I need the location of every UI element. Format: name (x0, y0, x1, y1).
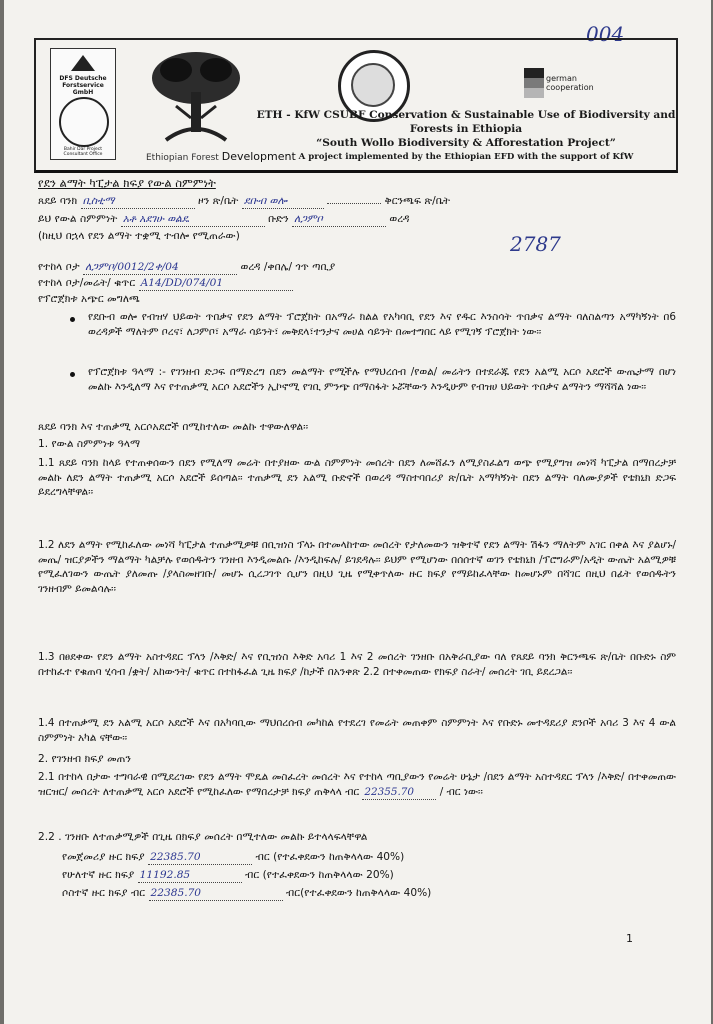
agreement-label: ይህ የውል ስምምነት (38, 213, 118, 225)
site-suffix: ወረዳ /ቀበሌ/ ጎጥ ጣቢያ (240, 261, 336, 273)
branch-blank (327, 203, 381, 204)
group-value: ለጋምቦ (292, 212, 386, 227)
clause-1-2: 1.2 ለደን ልማት የሚከፈለው መነሻ ካፒታል ተጠቃሚዎቹ በቢዝነስ ፕላኑ በተመላከተው መሰረት የታለመውን ዝቅተኛ የደን ልማት ሽፋን ማለትም አገር በቀል እና ያልሆኑ/መጤ/ ዝርያዎችን ማልማት ካልቻሉ የወሰዱትን ገንዘብ እንዲመልሱ /እንዲከፍሉ/ ይገደዳሉ፡፡ ይህም የሚሆነው በሰሰተኛ ወገን የቴክኒክ /ፕሮግራም/አዲት ውጤት አልሚዎቹ የሚፈለገውን ውጤት ያለመጡ /ያላስመዘገቡ/ መሆኑ ሲረጋገጥ ሲሆን በዚህ ጊዜ የሚቀጥለው ዙር ክፍያ የማይከፈላቸው ከመሆኑም በሻገር በዚህ በፊት የወሰዱትን ገንዘብም ይመልሳሉ፡፡ (38, 539, 676, 595)
german-cooperation-logo (524, 68, 614, 104)
bullet-icon (70, 372, 75, 377)
payment-1-label: የመጀመሪያ ዙር ክፍያ (62, 851, 145, 863)
project-line-4: A project implemented by the Ethiopian EFD with the support of KfW (298, 152, 634, 162)
page-number: 1 (626, 932, 633, 945)
clause-2-1-tail-b: ነው፡፡ (463, 785, 483, 798)
dfs-sub: Bahir Dar Project Consultant Office (63, 147, 103, 157)
payment-2-label: የሁለተኛ ዙር ክፍያ (62, 869, 135, 881)
project-line-1: ETH - KfW CSUBF Conservation & Sustainable Use of Biodiversity and (256, 109, 676, 121)
section-1-heading: 1. የውል ስምምነቱ ዓላማ (38, 438, 141, 450)
payment-row-2 (62, 868, 394, 883)
aka-line: (ከዚህ በኋላ የደን ልማት ተቋሚ ተብሎ የሚጠራው) (38, 230, 240, 242)
document-page (4, 0, 711, 1024)
dfs-name: DFS Deutsche Forstservice GmbH (59, 75, 107, 96)
efd-tree-logo-icon (146, 48, 246, 148)
project-line-3: “South Wollo Biodiversity & Afforestation Project” (316, 137, 616, 149)
handwritten-number: 2787 (510, 232, 561, 256)
payment-2-value: 11192.85 (138, 868, 242, 883)
dfs-triangle-icon (71, 55, 95, 71)
site-label: የተከላ ቦታ (38, 261, 80, 273)
code-row (38, 276, 293, 291)
bullet-2: የፕሮጀክቱ ዓላማ :- የገንዘብ ድጋፍ በማድረግ በደን መልማት የሚችሉ የማህረሰብ /የወል/ መሬትን በተደራጁ የደን አልሚ አርሶ አደሮች ውጤታማ በሆነ መልኩ እንዲለማ እና የተጠቃሚ አርሶ አደሮችን ኢኮኖሚ የገቢ ምንጭ በማስፋት ኑሯቸውን እንዲሁም የብዝሀ ህይወት ጥበቃና ልማትን ማሻሻል ነው፡፡ (88, 366, 676, 393)
payment-2-tail: ብር (የተፈቀደውን ከጠቅላላው 20%) (245, 869, 394, 881)
group-label: ቡድን (268, 213, 289, 225)
project-title (256, 108, 676, 164)
branch-label: ዞን ጽ/ቤት (197, 195, 239, 207)
section-2-heading: 2. የገንዘብ ክፍያ መጠን (38, 753, 131, 765)
letterhead (34, 38, 678, 173)
payment-1-tail: ብር (የተፈቀደውን ከጠቅላላው 40%) (255, 851, 405, 863)
gc-flag-icon (524, 68, 544, 98)
clause-1-1: 1.1 ጸደይ ባንክ ከላይ የተጠቀሰውን በደን የሚለማ መሬት በተያዘው ውል ስምምነት መሰረት በደን ለመሸፈን ለሚያስፈልግ ወጭ የሚያግዝ መነሻ ካፒታል በማበረታቻ መልኩ ለደን ልማት ተጠቃሚ አርሶ አደሮች ይሰጣል፡፡ ተጠቃሚ ደን አልሚ ቡድኖች በወረዳ ማስተባበሪያ ጽ/ቤት አማካኝነት በደን ልማት ባለሙያዎች የቴክኒክ ድጋፍ ይደረግላቸዋል፡፡ (38, 457, 676, 499)
payment-row-3 (62, 886, 431, 901)
code-value: A14/DD/074/01 (139, 276, 293, 291)
site-value: ለጋምቦ/0012/2ቀ/04 (83, 260, 237, 275)
efd-caption-a: Ethiopian Forest (146, 153, 219, 163)
dfs-trees-icon (59, 97, 109, 147)
gc-name: german cooperation (546, 74, 594, 92)
clause-2-2: 2.2 . ገንዘቡ ለተጠቃሚዎች በጊዜ በክፍያ መሰረት በሚተለው መልኩ ይተላላፍላቸዋል (38, 831, 368, 843)
bullet-icon (70, 317, 75, 322)
payment-row-1 (62, 850, 404, 865)
bullet-1: የደቡብ ወሎ የብዝሃ ህይወት ጥበቃና የደን ልማት ፕሮጀክት በአማራ ክልል የአካባቢ የደን እና የዱር እንስሳት ጥበቃና ልማት ባለስልጣን አማካኝነት በ6 ወረዳዎች ማለትም ቦረና፣ ለጋምቦ፣ አማራ ሳይንት፣ መቅደላ፣ተንታና መሀል ሳይንት በመተግበር ላይ የሚገኝ ፕሮጀክት ነው፡፡ (88, 311, 676, 338)
handwritten-page-tag: 004 (586, 22, 625, 46)
dfs-logo (50, 48, 116, 160)
summary-heading: የፕሮጀክቱ አጭር መግለጫ (38, 293, 140, 305)
site-row (38, 260, 335, 275)
agreement-value: አቶ አደገሁ ወልዴ (121, 212, 265, 227)
code-label: የተከላ ቦታ/መሬት/ ቁጥር (38, 277, 136, 289)
payment-3-value: 22385.70 (149, 886, 283, 901)
bank-label: ጸደይ ባንክ (38, 195, 78, 207)
agreement-row (38, 212, 410, 227)
branch-value: ደቡብ ወሎ (242, 194, 324, 209)
project-line-2: Forests in Ethiopia (409, 123, 523, 135)
woreda-label: ወረዳ (389, 213, 410, 225)
form-title: የደን ልማት ካፒታል ክፍያ የውል ስምምነት (38, 176, 216, 190)
office-label: ቅርንጫፍ ጽ/ቤት (384, 195, 451, 207)
bank-value: ቢስቲማ (81, 194, 195, 209)
efd-caption-b: Development (221, 150, 296, 163)
payment-1-value: 22385.70 (148, 850, 252, 865)
bank-row (38, 194, 450, 209)
clause-2-1 (38, 770, 676, 800)
clause-1-3: 1.3 በፀደቀው የደን ልማት አስተዳደር ፕላን /እቅድ/ እና የቢዝነስ እቅድ አባሪ 1 እና 2 መሰረት ገንዘቡ በአቅራቢያው ባለ የጸደይ ባንክ ቅርንጫፍ ጽ/ቤት በቡድኑ ስም በተከፈተ የቁጠባ ሂሳብ /ቋት/ አከውንት/ ቁጥር በተከፋፈል ጊዜ ክፍያ /ከታች በአንቀጽ 2.2 በተቀመጠው የክፍያ ስራት/ መሰረት ገቢ ይደረጋል፡፡ (38, 651, 676, 678)
clause-2-1-text: 2.1 በተከላ በታው ተግባራዊ በሚደረገው የደን ልማት ሞዴል መስፈረት መሰረት እና የተከላ ጣቢያውን የመሬት ሁኔታ /በደን ልማት አስተዳደር ፕላን /እቅድ/ በተቀመጠው ዝርዝር/ መሰረት ለተጠቃሚ አርሶ አደሮች የሚከፈለው የማበረታቻ ክፍያ ጠቅላላ ብር (38, 771, 676, 798)
payment-3-label: ሶስተኛ ዙር ክፍያ ብር (62, 887, 146, 899)
intro-line: ጸደይ ባንክ እና ተጠቃሚ አርሶአደሮች በሚከተለው መልኩ ተዋውለዋል፡፡ (38, 421, 309, 433)
clause-2-1-amount: 22355.70 (362, 785, 436, 801)
clause-1-4: 1.4 በተጠቃሚ ደን አልሚ አርሶ አደሮች እና በአካባቢው ማህበረሰብ መካከል የተደረገ የመሬት መጠቀም ስምምነት እና የቡድኑ መተዳደሪያ ደንቦች አባሪ 3 እና 4 ውል ስምምነት አካል ናቸው፡፡ (38, 717, 676, 744)
clause-2-1-tail-a: / ብር (439, 785, 461, 798)
payment-3-tail: ብር(የተፈቀደውን ከጠቅላላው 40%) (285, 887, 432, 899)
